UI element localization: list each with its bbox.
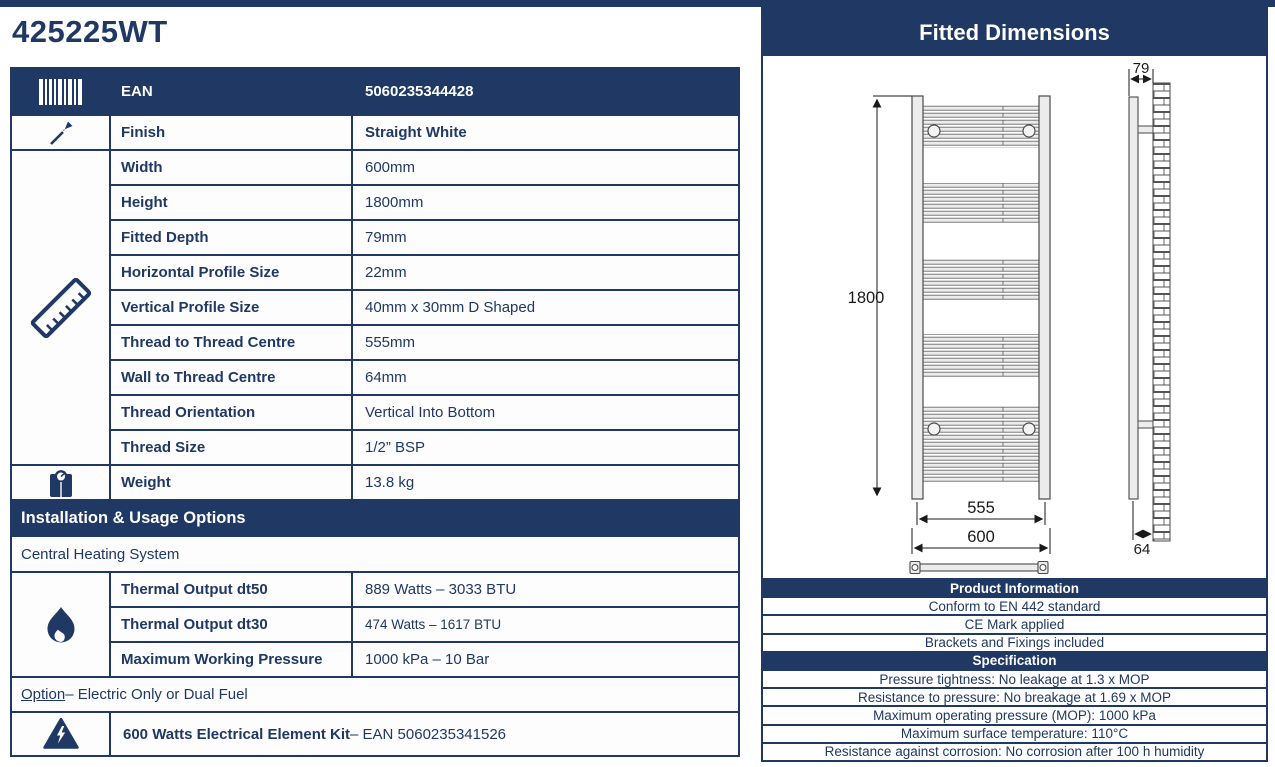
weighing-scale-icon	[12, 466, 109, 499]
radiator-side-view	[1129, 97, 1138, 499]
thread-orientation-value: Vertical Into Bottom	[353, 396, 738, 429]
width-label: Width	[111, 151, 351, 184]
spec-table	[10, 67, 740, 757]
specification-row: Resistance against corrosion: No corrosion after 100 h humidity	[763, 744, 1266, 760]
fitted-depth-value: 79mm	[353, 221, 738, 254]
radiator-front-bars	[923, 104, 1039, 483]
fitted-dimensions-panel	[761, 7, 1268, 762]
wall-to-thread-value: 64mm	[353, 361, 738, 394]
dimension-diagram	[763, 56, 1266, 578]
product-information-header: Product Information	[763, 580, 1266, 596]
radiator-technical-drawing	[763, 56, 1266, 578]
wall-to-thread-label: Wall to Thread Centre	[111, 361, 351, 394]
thermal-dt50-label: Thermal Output dt50	[111, 573, 351, 606]
wall-to-centre-dimension	[1133, 501, 1151, 540]
thermal-dt30-value: 474 Watts – 1617 BTU	[353, 608, 738, 641]
option-prefix: Option	[21, 686, 66, 703]
max-working-pressure-value: 1000 kPa – 10 Bar	[353, 643, 738, 676]
installation-usage-header: Installation & Usage Options	[12, 501, 738, 535]
max-working-pressure-label: Maximum Working Pressure	[111, 643, 351, 676]
option-rest: – Electric Only or Dual Fuel	[65, 686, 248, 703]
product-info-row: Brackets and Fixings included	[763, 635, 1266, 651]
finish-value: Straight White	[353, 116, 738, 149]
radiator-left-rail	[912, 96, 923, 499]
option-row	[12, 678, 738, 711]
flame-icon	[12, 573, 109, 676]
thermal-dt50-value: 889 Watts – 3033 BTU	[353, 573, 738, 606]
specification-row: Maximum surface temperature: 110°C	[763, 726, 1266, 742]
fitted-depth-label: Fitted Depth	[111, 221, 351, 254]
top-accent-bar	[0, 0, 1275, 7]
element-kit-rest: – EAN 5060235341526	[350, 725, 507, 743]
horizontal-profile-value: 22mm	[353, 256, 738, 289]
element-kit-bold: 600 Watts Electrical Element Kit	[123, 725, 351, 743]
fitted-depth-dim-label: 79	[1132, 60, 1150, 77]
central-heating-row: Central Heating System	[12, 537, 738, 571]
fitted-dimensions-header: Fitted Dimensions	[763, 9, 1266, 56]
specification-header: Specification	[763, 653, 1266, 669]
paintbrush-icon	[12, 116, 109, 149]
wall-brackets-side	[1138, 126, 1153, 428]
weight-label: Weight	[111, 466, 351, 499]
radiator-top-view	[910, 562, 1048, 574]
height-dimension-label: 1800	[847, 289, 885, 307]
product-info-section	[763, 578, 1266, 760]
radiator-right-rail	[1039, 96, 1050, 499]
electrical-warning-icon	[12, 713, 109, 755]
ean-value: 5060235344428	[353, 69, 738, 114]
specification-row: Resistance to pressure: No breakage at 1.69 x MOP	[763, 689, 1266, 705]
thread-to-thread-label: Thread to Thread Centre	[111, 326, 351, 359]
thread-size-label: Thread Size	[111, 431, 351, 464]
overall-width-label: 600	[967, 528, 995, 546]
barcode-icon	[12, 69, 109, 114]
width-value: 600mm	[353, 151, 738, 184]
thermal-dt30-label: Thermal Output dt30	[111, 608, 351, 641]
ruler-icon	[12, 151, 109, 464]
vertical-profile-label: Vertical Profile Size	[111, 291, 351, 324]
vertical-profile-value: 40mm x 30mm D Shaped	[353, 291, 738, 324]
specification-row: Maximum operating pressure (MOP): 1000 kPa	[763, 707, 1266, 723]
thread-to-thread-value: 555mm	[353, 326, 738, 359]
thread-orientation-label: Thread Orientation	[111, 396, 351, 429]
product-info-row: Conform to EN 442 standard	[763, 598, 1266, 614]
height-value: 1800mm	[353, 186, 738, 219]
ean-label: EAN	[111, 69, 351, 114]
wall-to-centre-dim-label: 64	[1133, 541, 1151, 558]
centres-width-label: 555	[967, 499, 995, 517]
product-info-row: CE Mark applied	[763, 616, 1266, 632]
specification-row: Pressure tightness: No leakage at 1.3 x MOP	[763, 671, 1266, 687]
finish-label: Finish	[111, 116, 351, 149]
thread-size-value: 1/2” BSP	[353, 431, 738, 464]
page-title: 425225WT	[12, 14, 168, 49]
height-label: Height	[111, 186, 351, 219]
horizontal-profile-label: Horizontal Profile Size	[111, 256, 351, 289]
brick-wall	[1153, 83, 1170, 541]
weight-value: 13.8 kg	[353, 466, 738, 499]
element-kit-row	[111, 713, 738, 755]
